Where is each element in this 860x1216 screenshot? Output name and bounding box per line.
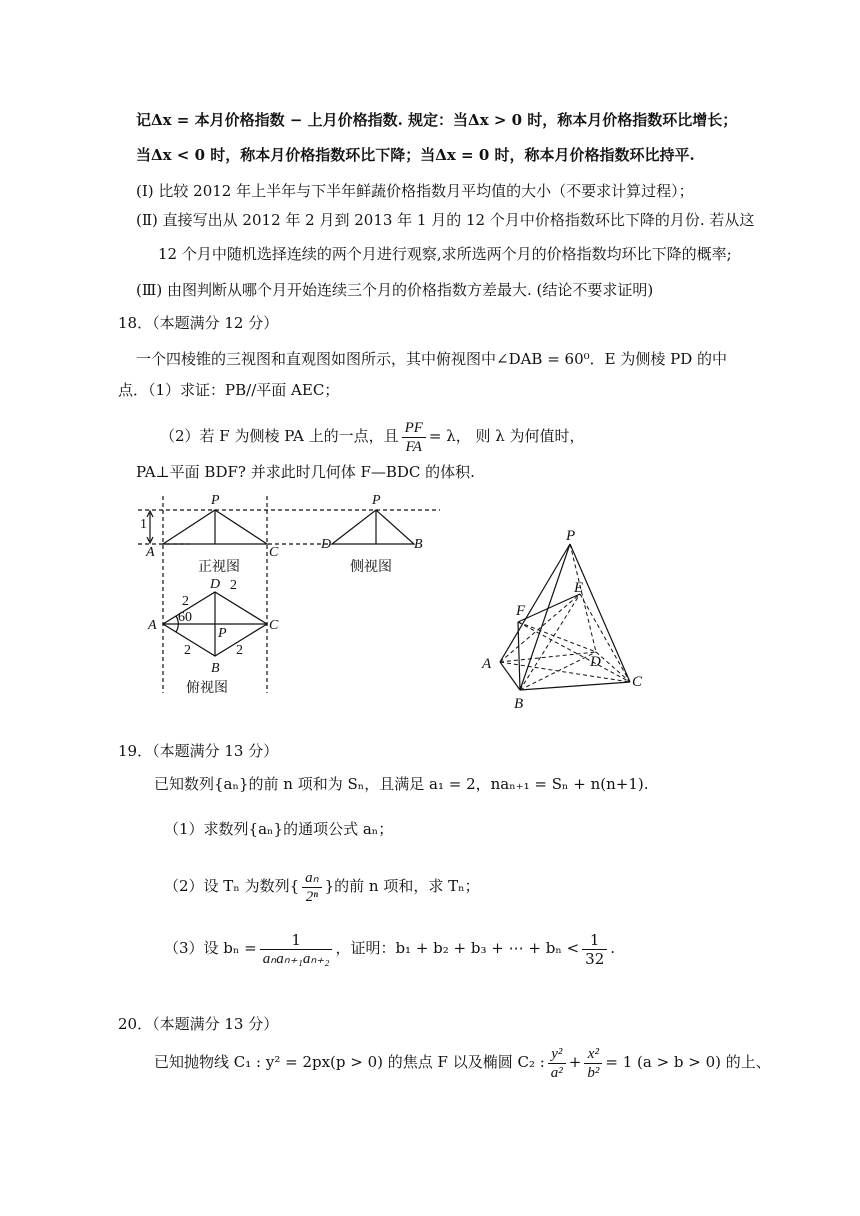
q19-part-2 — [164, 864, 480, 908]
q20-heading: 20．（本题满分 13 分） — [118, 1015, 279, 1033]
top-view-caption: 俯视图 — [186, 680, 228, 696]
q19-part-2-end: }的前 n 项和，求 Tₙ； — [324, 877, 480, 895]
ellipse-x-term — [584, 1045, 602, 1082]
pyramid-figure — [476, 524, 666, 714]
b-n-fraction — [260, 931, 333, 968]
definition-line-1: 记Δx = 本月价格指数 − 上月价格指数. 规定：当Δx > 0 时，称本月价格指数环比增长； — [136, 111, 738, 129]
edge-len-2: 2 — [182, 594, 189, 609]
ratio-denominator: FA — [405, 438, 422, 455]
ellipse-y-num: y² — [548, 1045, 566, 1064]
bound-den: 32 — [585, 949, 605, 968]
side-P: P — [372, 493, 381, 508]
front-A: A — [146, 545, 155, 560]
q19-line-1: 已知数列{aₙ}的前 n 项和为 Sₙ，且满足 a₁ = 2，naₙ₊₁ = Sₙ + n(n+1). — [154, 775, 649, 793]
q19-part-3 — [164, 926, 615, 970]
top-B: B — [211, 661, 220, 676]
ellipse-y-term — [548, 1045, 566, 1082]
q18-line-3 — [160, 414, 585, 458]
q18-line-3-start: （2）若 F 为侧棱 PA 上的一点，且 — [160, 427, 399, 445]
q20-line-1 — [154, 1040, 771, 1084]
q20-line-1-start: 已知抛物线 C₁ : y² = 2px(p > 0) 的焦点 F 以及椭圆 C₂ : — [154, 1053, 545, 1071]
ratio-numerator: PF — [402, 419, 426, 438]
q19-part-2-num: aₙ — [302, 869, 321, 888]
ellipse-y-den: a² — [550, 1064, 563, 1081]
q19-part-1: （1）求数列{aₙ}的通项公式 aₙ； — [164, 820, 394, 838]
ratio-fraction — [402, 419, 426, 456]
b-n-den: aₙaₙ₊₁aₙ₊₂ — [262, 950, 330, 967]
q19-part-2-den: 2ⁿ — [305, 888, 318, 905]
pyr-B: B — [514, 696, 524, 712]
top-A: A — [148, 618, 157, 633]
pyr-P: P — [566, 528, 576, 544]
pyr-D: D — [590, 654, 601, 670]
three-view-figure — [130, 488, 450, 698]
plus-sign: + — [568, 1053, 582, 1071]
edge-len-4: 2 — [236, 643, 243, 658]
q18-line-2: 点．（1）求证：PB//平面 AEC； — [118, 381, 340, 399]
front-C: C — [269, 545, 279, 560]
pyr-F: F — [516, 603, 526, 619]
side-B: B — [414, 537, 423, 552]
q19-part-2-start: （2）设 Tₙ 为数列{ — [164, 877, 300, 895]
q17-part-3: (Ⅲ) 由图判断从哪个月开始连续三个月的价格指数方差最大. (结论不要求证明) — [136, 281, 654, 299]
q19-part-3-mid: ，证明：b₁ + b₂ + b₃ + ⋯ + bₙ < — [335, 939, 580, 957]
definition-line-2: 当Δx < 0 时，称本月价格指数环比下降；当Δx = 0 时，称本月价格指数环比持平. — [136, 146, 695, 164]
bound-num: 1 — [582, 931, 607, 950]
q19-part-3-start: （3）设 bₙ = — [164, 939, 257, 957]
front-P: P — [211, 493, 220, 508]
q17-part-2b: 12 个月中随机选择连续的两个月进行观察,求所选两个月的价格指数均环比下降的概率; — [158, 245, 732, 263]
height-label: 1 — [140, 517, 147, 532]
ellipse-x-den: b² — [587, 1064, 600, 1081]
edge-len-3: 2 — [184, 643, 191, 658]
top-D: D — [210, 577, 221, 592]
b-n-num: 1 — [260, 931, 333, 950]
ellipse-x-num: x² — [584, 1045, 602, 1064]
q17-part-1: (Ⅰ) 比较 2012 年上半年与下半年鲜蔬价格指数月平均值的大小（不要求计算过程）； — [136, 182, 694, 200]
q17-part-2a: (Ⅱ) 直接写出从 2012 年 2 月到 2013 年 1 月的 12 个月中价格指数环比下降的月份. 若从这 — [136, 211, 755, 229]
top-P: P — [218, 626, 227, 641]
top-C: C — [269, 618, 279, 633]
pyr-E: E — [574, 580, 584, 596]
pyr-C: C — [632, 674, 643, 690]
q19-part-3-end: . — [610, 939, 616, 957]
front-view-caption: 正视图 — [198, 559, 240, 575]
edge-len-1: 2 — [230, 578, 237, 593]
q18-line-3-end: = λ， 则 λ 为何值时， — [428, 427, 585, 445]
side-D: D — [321, 537, 332, 552]
angle-label: 60 — [178, 610, 192, 625]
bound-fraction — [582, 931, 607, 968]
q19-part-2-fraction — [302, 869, 321, 906]
q20-line-1-end: = 1 (a > b > 0) 的上、 — [605, 1053, 771, 1071]
q18-line-4: PA⊥平面 BDF? 并求此时几何体 F—BDC 的体积. — [136, 463, 475, 481]
q18-line-1: 一个四棱锥的三视图和直观图如图所示，其中俯视图中∠DAB = 60⁰．E 为侧棱 PD 的中 — [136, 350, 728, 368]
q19-heading: 19．（本题满分 13 分） — [118, 742, 279, 760]
side-view-caption: 侧视图 — [350, 559, 392, 575]
q18-heading: 18．（本题满分 12 分） — [118, 314, 279, 332]
pyr-A: A — [482, 656, 492, 672]
